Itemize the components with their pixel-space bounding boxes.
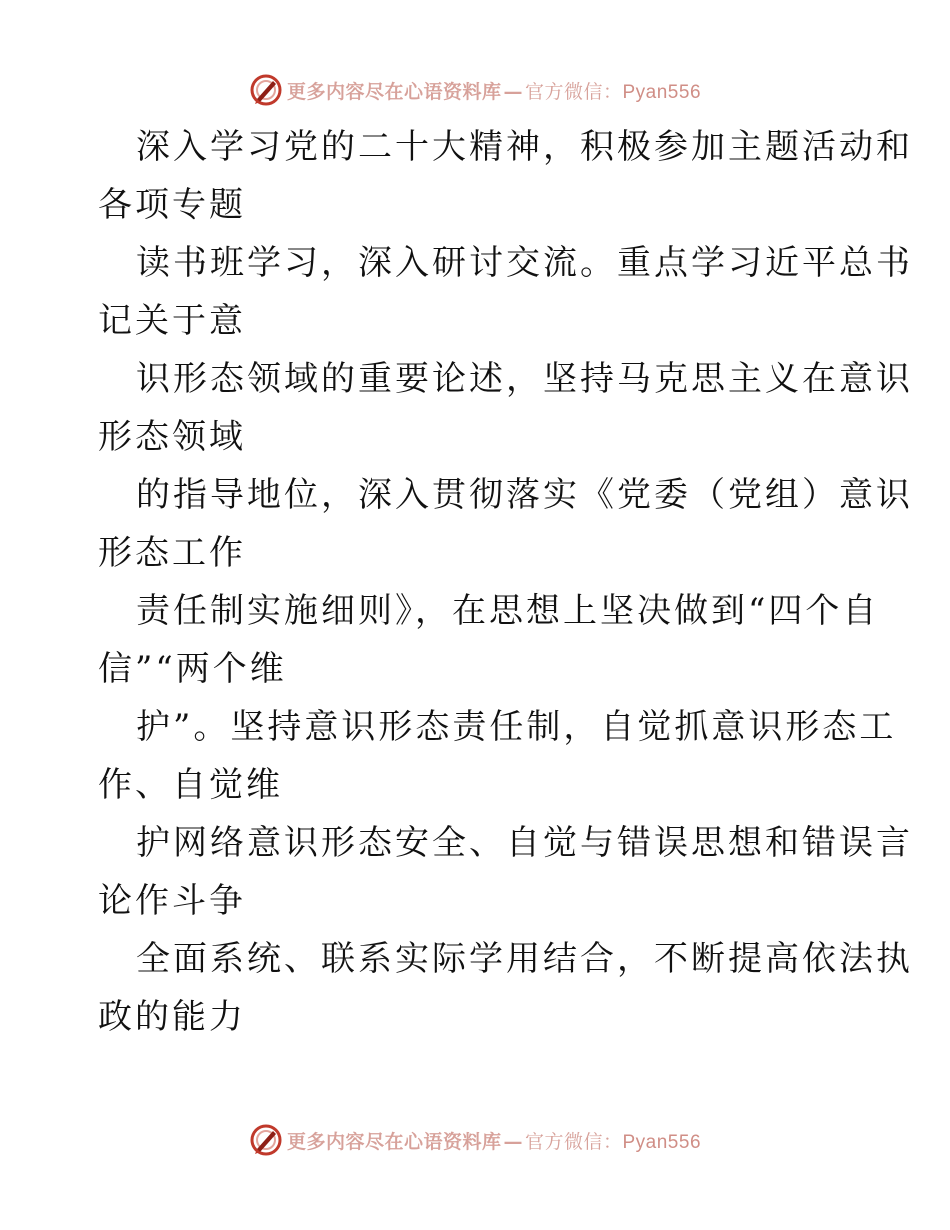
paragraph-line: 护”。坚持意识形态责任制，自觉抓意识形态工 <box>136 707 897 747</box>
paragraph-line: 形态领域 <box>98 417 246 457</box>
paragraph-line: 识形态领域的重要论述，坚持马克思主义在意识 <box>136 359 913 399</box>
watermark-wechat-id: Pyan556 <box>622 81 702 103</box>
paragraph-line: 形态工作 <box>98 533 246 573</box>
paragraph-7 <box>98 814 913 930</box>
pen-logo-icon <box>249 73 283 107</box>
paragraph-line: 论作斗争 <box>98 881 246 921</box>
watermark-wechat-id: Pyan556 <box>622 1131 702 1153</box>
watermark-text <box>287 77 701 104</box>
paragraph-8 <box>98 930 913 1046</box>
paragraph-5 <box>98 582 880 698</box>
watermark-site: 更多内容尽在心语资料库 <box>286 1130 502 1153</box>
document-body <box>98 118 913 1046</box>
paragraph-3 <box>98 350 913 466</box>
paragraph-line: 的指导地位，深入贯彻落实《党委（党组）意识 <box>136 475 913 515</box>
paragraph-line: 信”“两个维 <box>98 649 287 689</box>
watermark-text <box>287 1127 701 1154</box>
paragraph-line: 读书班学习，深入研讨交流。重点学习近平总书 <box>136 243 913 283</box>
header-watermark <box>0 70 950 110</box>
paragraph-line: 护网络意识形态安全、自觉与错误思想和错误言 <box>136 823 913 863</box>
paragraph-line: 政的能力 <box>98 997 246 1037</box>
paragraph-4 <box>98 466 913 582</box>
watermark-site: 更多内容尽在心语资料库 <box>286 80 502 103</box>
watermark-dash: — <box>503 80 523 103</box>
paragraph-2 <box>98 234 913 350</box>
footer-watermark <box>0 1120 950 1160</box>
paragraph-6 <box>98 698 897 814</box>
paragraph-line: 记关于意 <box>98 301 246 341</box>
paragraph-line: 作、自觉维 <box>98 765 283 805</box>
watermark-wechat-label: 官方微信： <box>524 1130 623 1153</box>
watermark-wechat-label: 官方微信： <box>524 80 623 103</box>
watermark-dash: — <box>503 1130 523 1153</box>
paragraph-line: 责任制实施细则》，在思想上坚决做到“四个自 <box>136 591 880 631</box>
pen-logo-icon <box>249 1123 283 1157</box>
paragraph-line: 各项专题 <box>98 185 246 225</box>
paragraph-line: 深入学习党的二十大精神，积极参加主题活动和 <box>136 127 913 167</box>
paragraph-1 <box>98 118 913 234</box>
paragraph-line: 全面系统、联系实际学用结合，不断提高依法执 <box>136 939 913 979</box>
